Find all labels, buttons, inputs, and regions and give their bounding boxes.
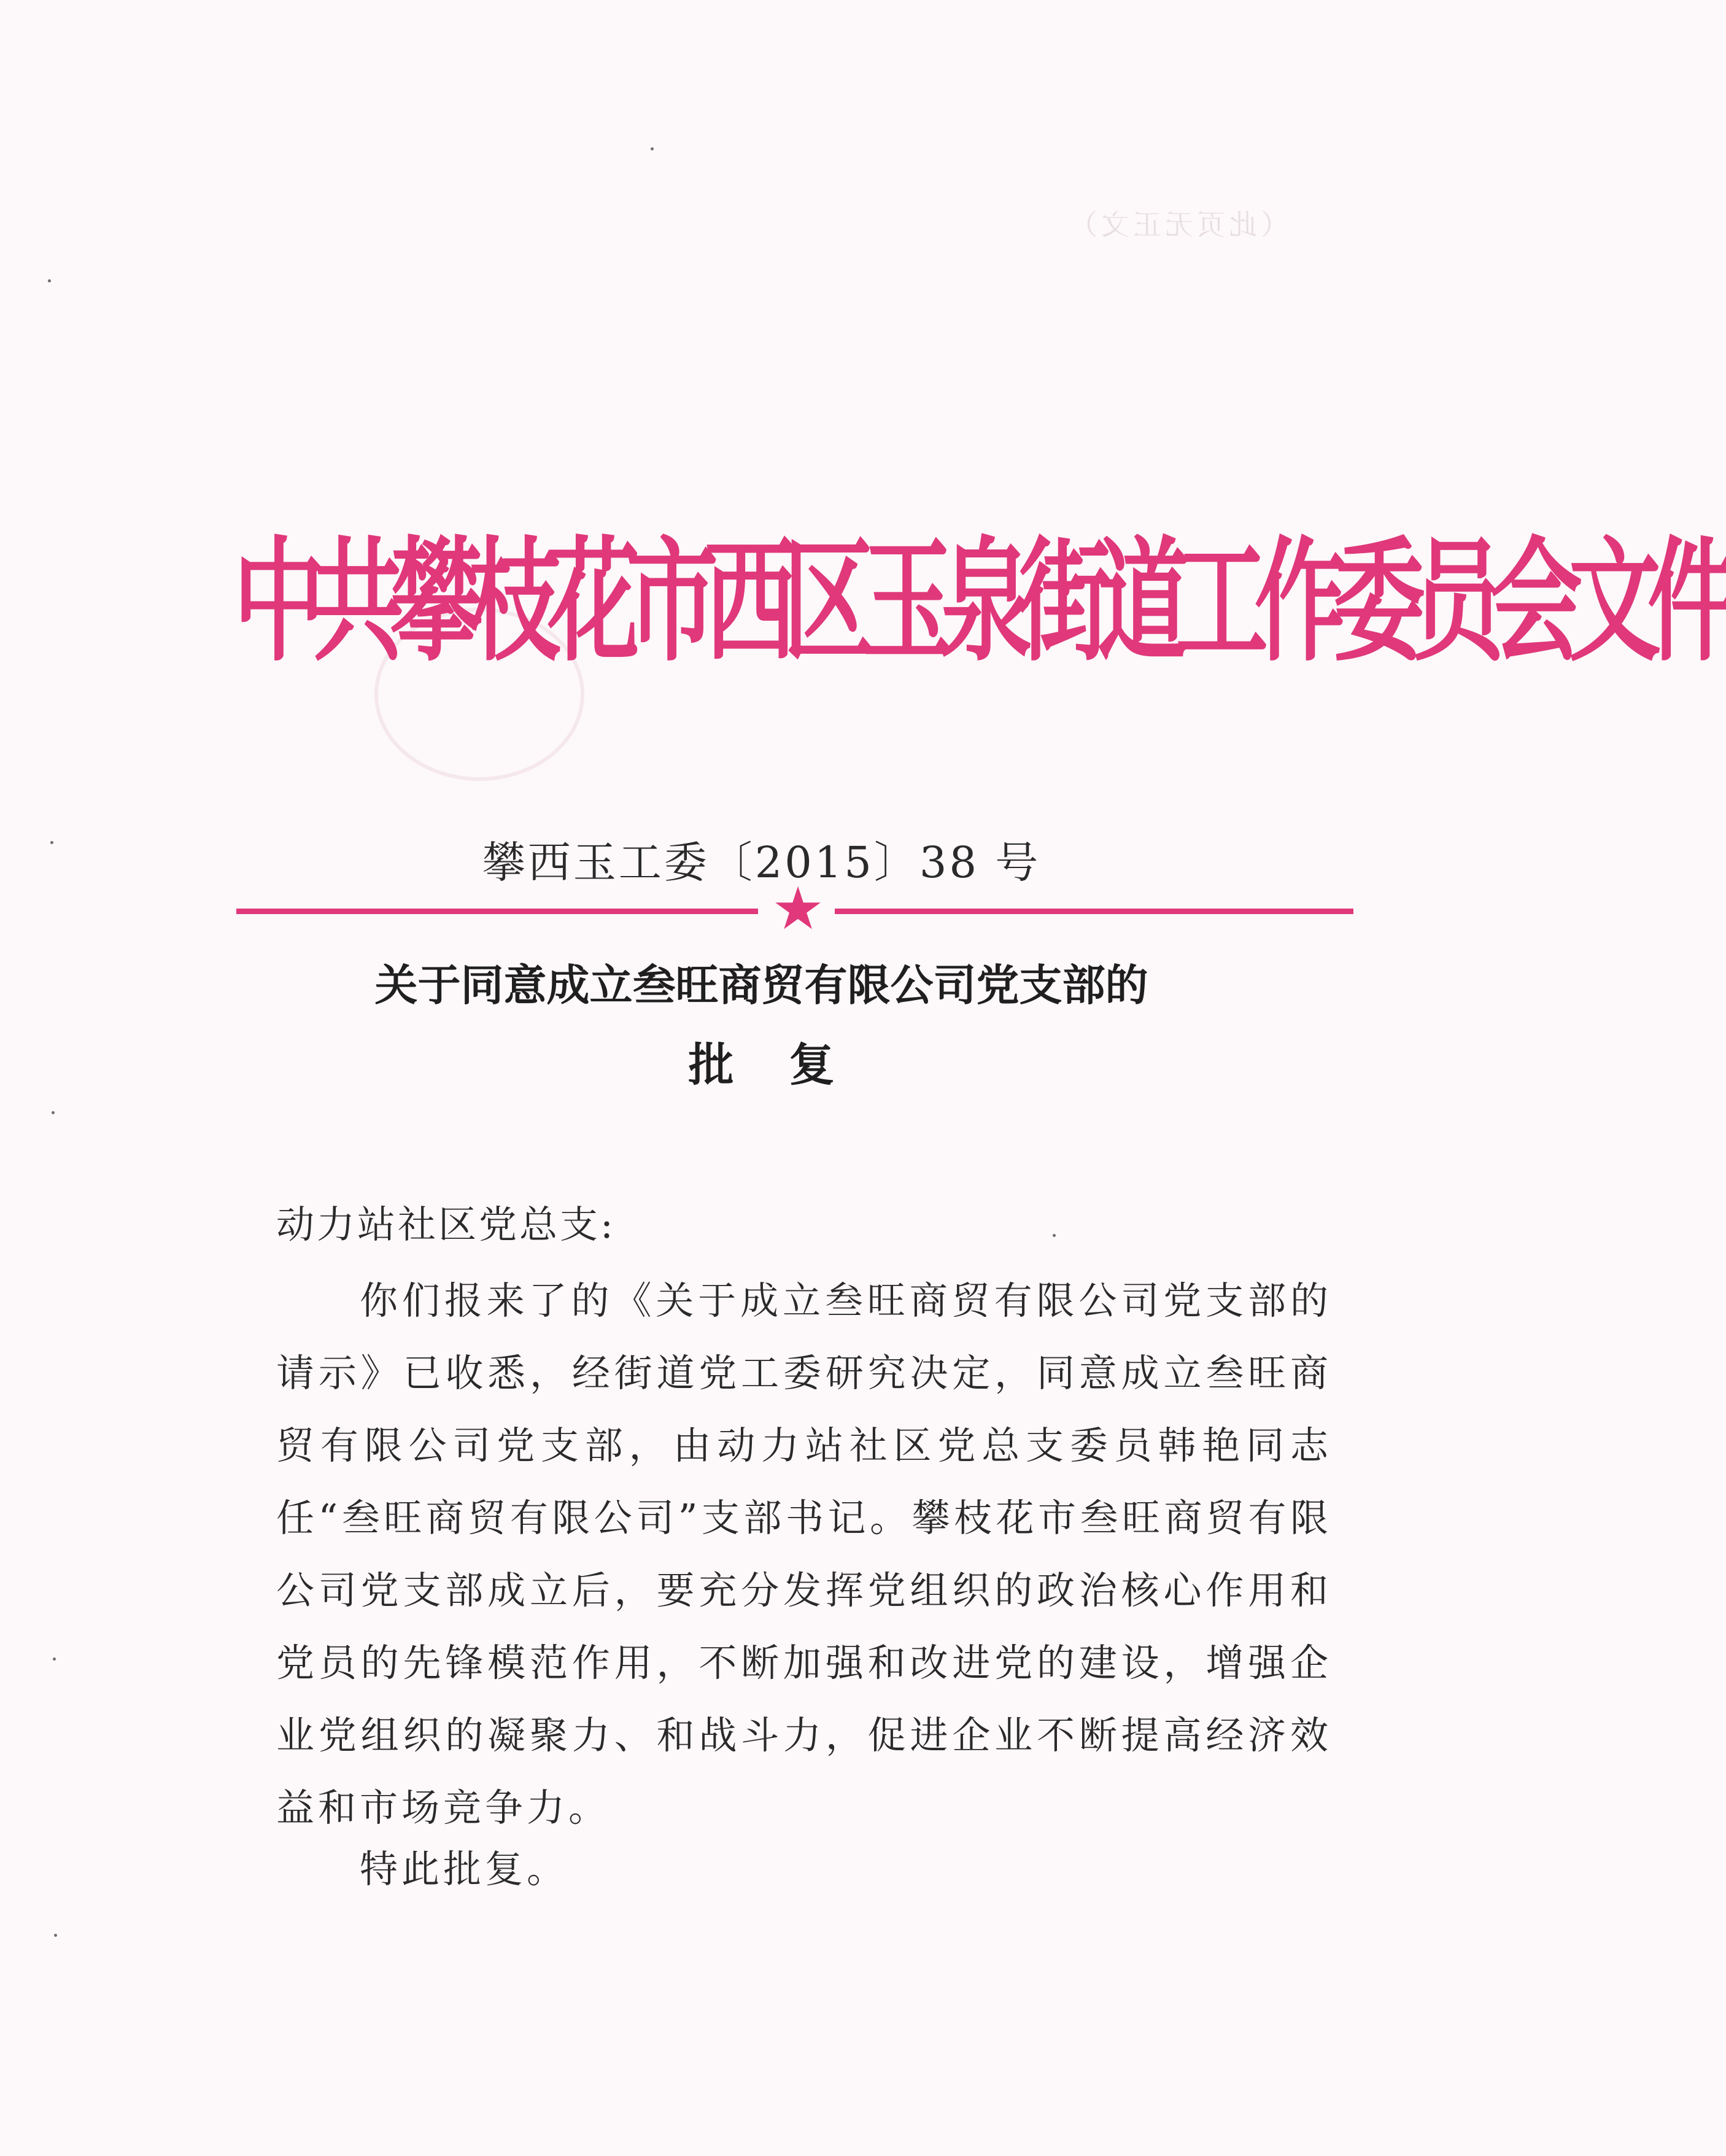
red-star-icon: ★ <box>771 874 825 943</box>
body-paragraph: 你们报来了的《关于成立叁旺商贸有限公司党支部的请示》已收悉，经街道党工委研究决定，同意成立叁旺商贸有限公司党支部，由动力站社区党总支委员韩艳同志任“叁旺商贸有限公司”支部书记。攀枝花市叁旺商贸有限公司党支部成立后，要充分发挥党组织的政治核心作用和党员的先锋模范作用，不断加强和改进党的建设，增强企业党组织的凝聚力、和战斗力，促进企业不断提高经济效益和市场竞争力。 <box>276 1278 1332 1830</box>
red-divider-left <box>236 909 758 914</box>
document-number: 攀西玉工委〔2015〕38 号 <box>482 837 1041 888</box>
red-header-title: 中共攀枝花市西区玉泉街道工作委员会文件 <box>233 523 1726 680</box>
scan-speck <box>53 1658 56 1661</box>
scan-speck <box>52 1111 55 1114</box>
document-title-reply: 批复 <box>688 1039 890 1092</box>
scan-speck <box>1053 1234 1056 1237</box>
document-title: 关于同意成立叁旺商贸有限公司党支部的 <box>374 960 1148 1010</box>
red-divider-right <box>835 909 1353 914</box>
addressee: 动力站社区党总支: <box>276 1202 616 1247</box>
scan-speck <box>54 1934 57 1937</box>
scan-speck <box>48 279 51 282</box>
back-page-bleed-text: （此页无正文） <box>1066 208 1289 241</box>
scan-speck <box>651 147 654 150</box>
closing-line: 特此批复。 <box>360 1847 569 1891</box>
